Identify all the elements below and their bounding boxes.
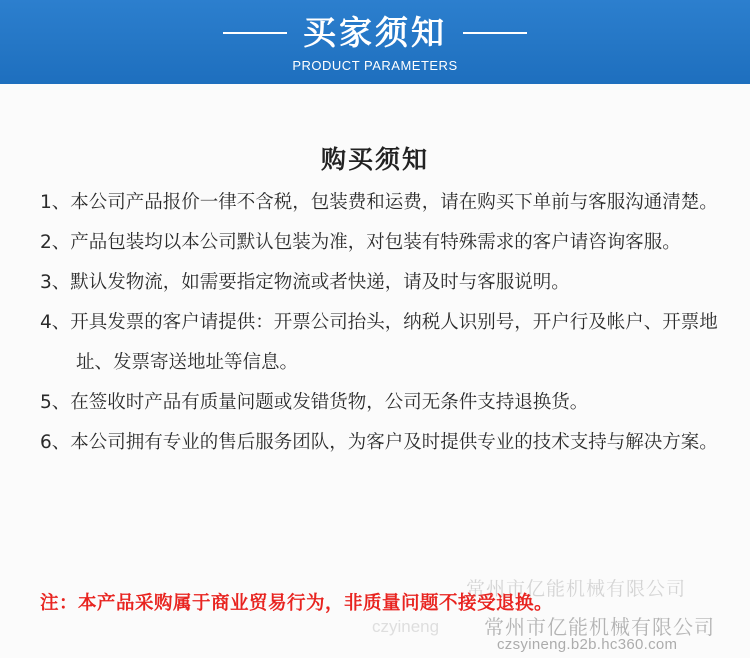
notice-item-3: 3、默认发物流，如需要指定物流或者快递，请及时与客服说明。 [40,272,570,293]
banner-left-rule [223,32,287,34]
notice-item-6: 6、本公司拥有专业的售后服务团队，为客户及时提供专业的技术支持与解决方案。 [40,432,718,453]
watermark-company-faint: 常州市亿能机械有限公司 [466,578,687,600]
warning-note: 注：本产品采购属于商业贸易行为，非质量问题不接受退换。 [40,593,554,614]
notice-item-1: 1、本公司产品报价一律不含税，包装费和运费，请在购买下单前与客服沟通清楚。 [40,192,718,213]
watermark-url-faint: czyineng [372,617,440,636]
banner-title: 买家须知 [303,13,447,52]
header-banner [0,0,750,84]
watermark-company: 常州市亿能机械有限公司 [484,615,715,639]
banner-subtitle: PRODUCT PARAMETERS [292,58,458,73]
watermark-url: czsyineng.b2b.hc360.com [497,636,678,653]
notice-item-4: 4、开具发票的客户请提供：开票公司抬头，纳税人识别号，开户行及帐户、开票地址、发票寄送地址等信息。 [40,312,718,373]
notice-item-2: 2、产品包装均以本公司默认包装为准，对包装有特殊需求的客户请咨询客服。 [40,232,681,253]
notice-list [40,183,720,463]
banner-title-row [0,10,750,56]
section-title: 购买须知 [320,145,429,174]
banner-right-rule [463,32,527,34]
notice-item-5: 5、在签收时产品有质量问题或发错货物，公司无条件支持退换货。 [40,392,589,413]
